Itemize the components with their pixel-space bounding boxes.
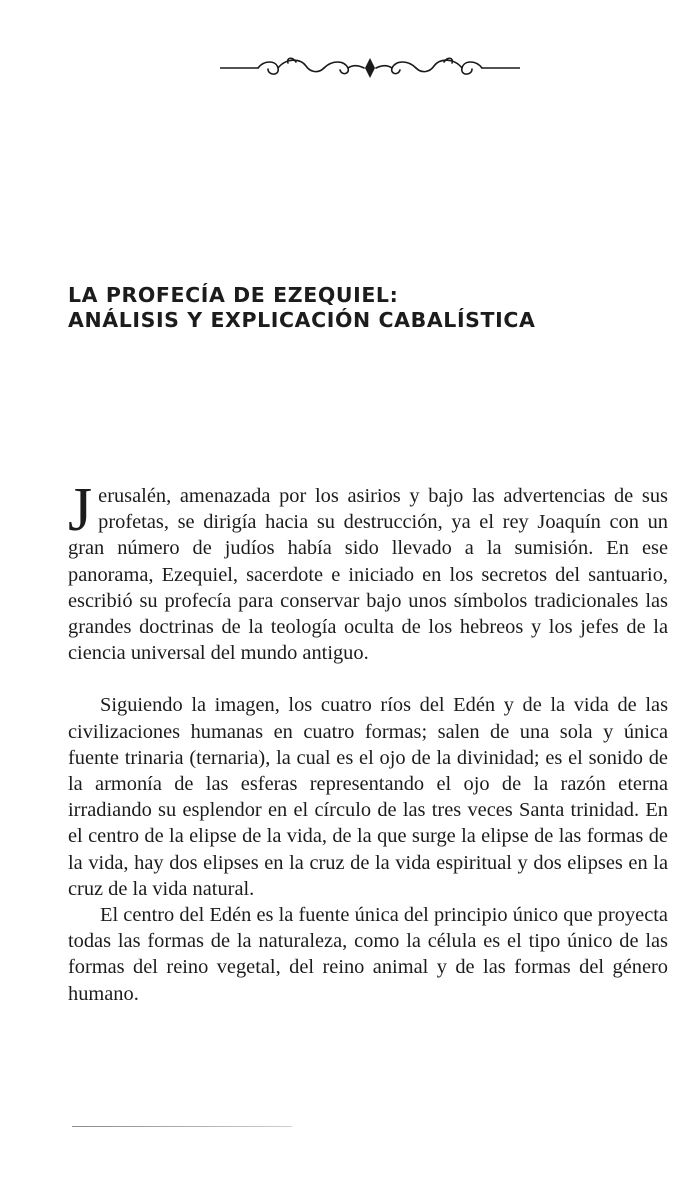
body-text [68,476,668,1007]
paragraph-1 [68,476,668,666]
footer-divider [72,1126,292,1127]
scroll-flourish-icon [220,50,520,86]
heading-line-1: LA PROFECÍA DE EZEQUIEL: [68,283,399,307]
heading-line-2: ANÁLISIS Y EXPLICACIÓN CABALÍSTICA [68,308,536,332]
paragraph-1-text: erusalén, amenazada por los asirios y bajo las advertencias de sus profetas, se dirigía hacia su destrucción, ya el rey Joaquín con un gran número de judíos había sido llevado a la sumisión. En ese panorama, Ezequiel, sacerdote e iniciado en los secretos del santuario, escribió su profecía para conservar bajo unos símbolos tradicionales las grandes doctrinas de la teología oculta de los hebreos y los jefes de la ciencia universal del mundo antiguo. [68,485,668,665]
chapter-heading [68,283,648,333]
paragraph-3: El centro del Edén es la fuente única del principio único que proyecta todas las formas de la naturaleza, como la célula es el tipo único de las formas del reino vegetal, del reino animal y de las formas del género humano. [68,904,668,1005]
paragraph-2: Siguiendo la imagen, los cuatro ríos del Edén y de la vida de las civilizaciones humanas en cuatro formas; salen de una sola y única fuente trinaria (ternaria), la cual es el ojo de la divinidad; es el sonido de la armonía de las esferas representando el ojo de la razón eterna irradiando su esplendor en el círculo de las tres veces Santa trinidad. En el centro de la elipse de la vida, de la que surge la elipse de las formas de la vida, hay dos elipses en la cruz de la vida espiritual y dos elipses en la cruz de la vida natural. [68,694,668,900]
drop-cap: J [68,476,93,544]
